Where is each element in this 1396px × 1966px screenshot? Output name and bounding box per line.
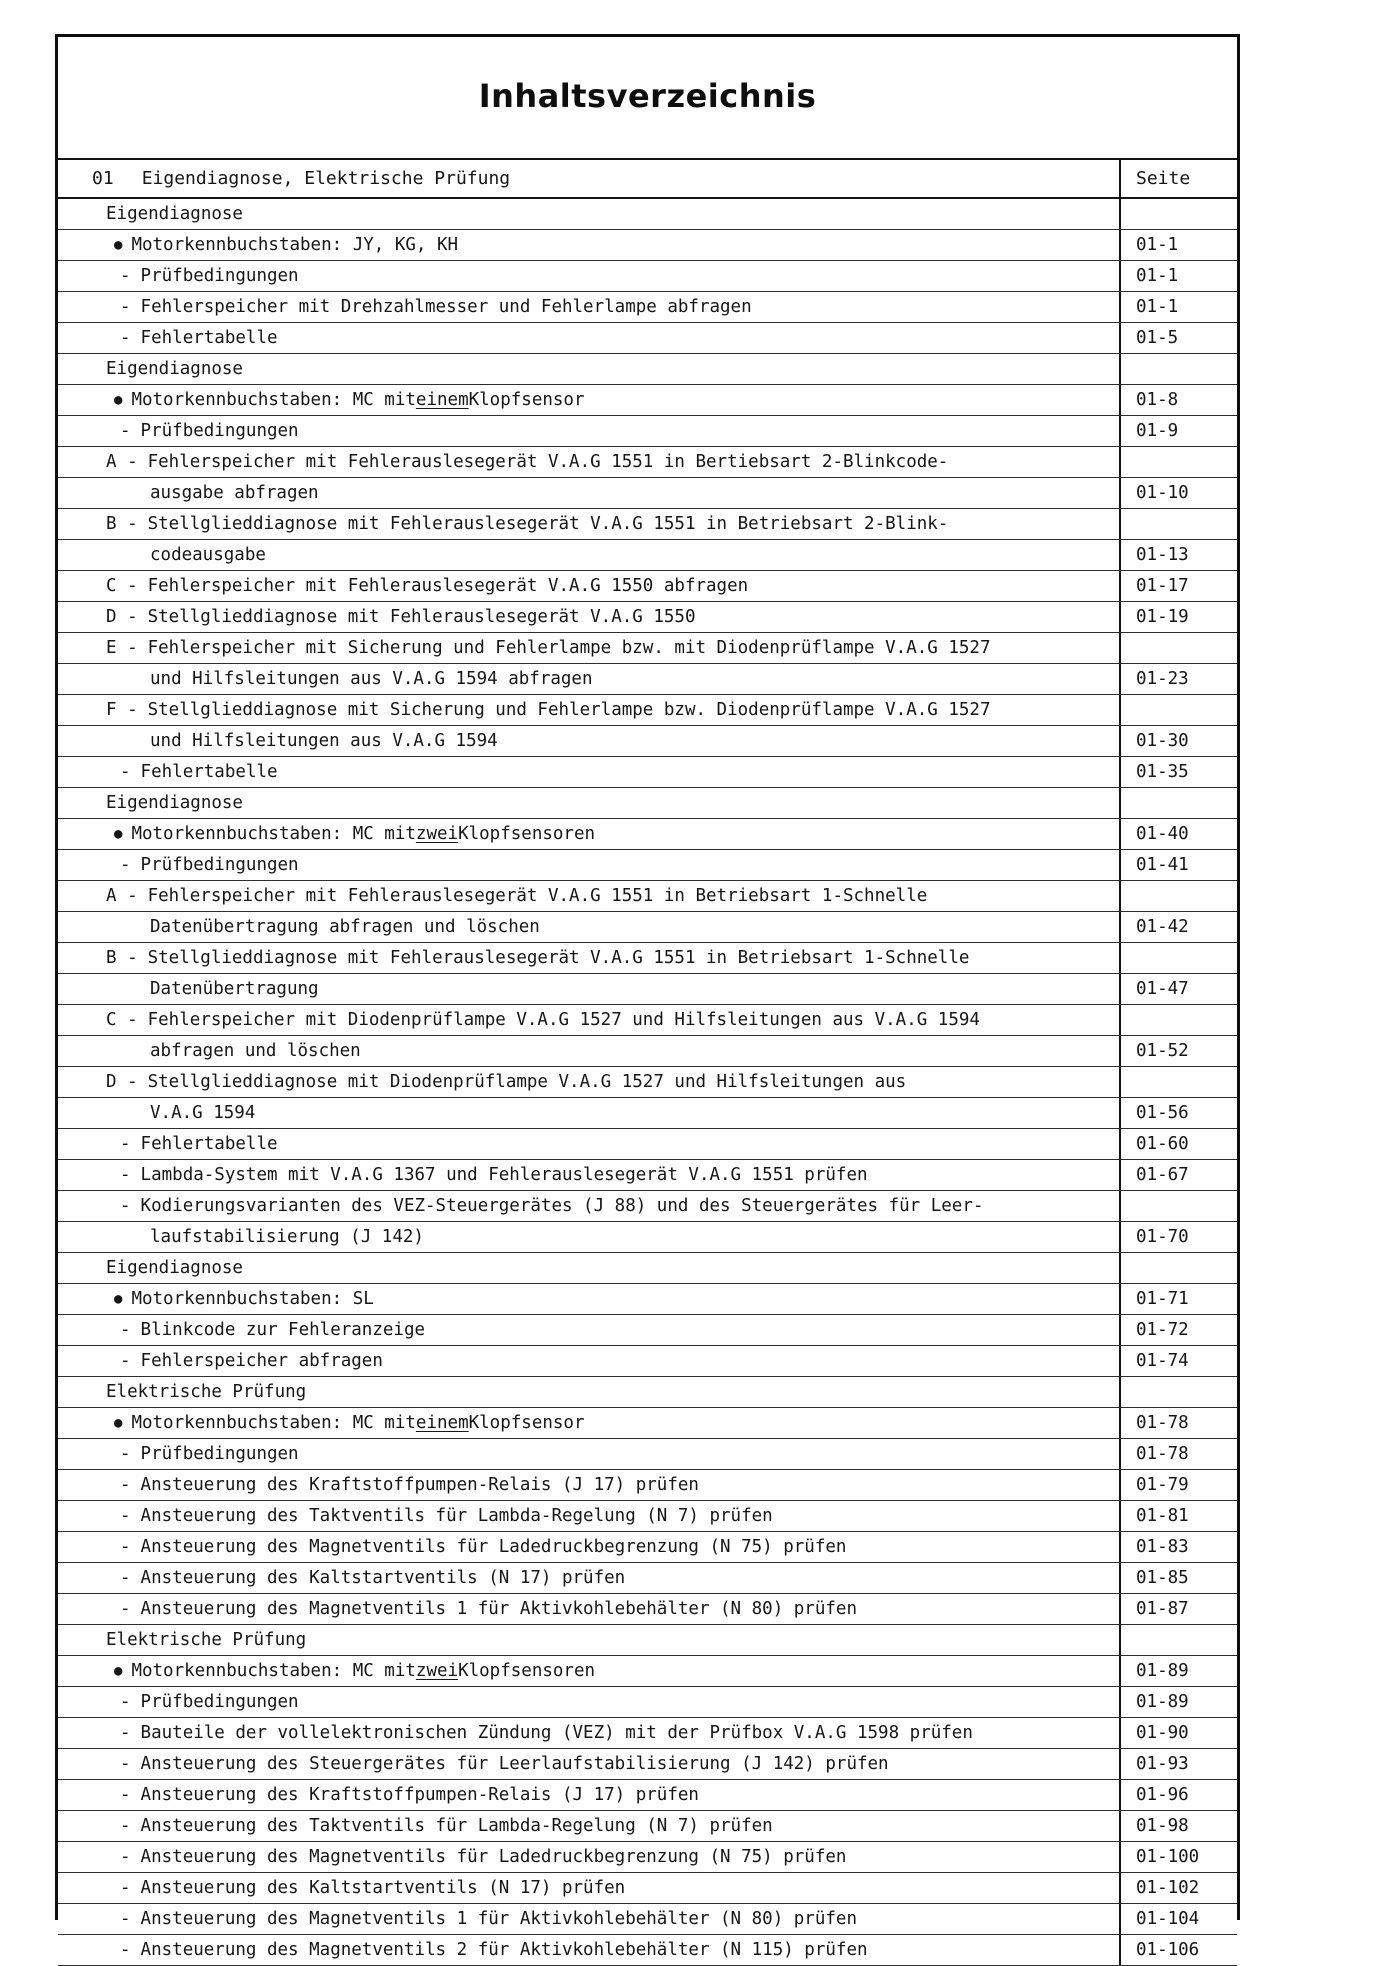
toc-entry-text (58, 1470, 1119, 1500)
toc-entry-text (58, 1377, 1119, 1407)
toc-entry-text (58, 695, 1119, 725)
entry-label: Datenübertragung abfragen und löschen (150, 917, 540, 937)
toc-row (58, 354, 1237, 385)
toc-entry-text (58, 1253, 1119, 1283)
toc-row (58, 478, 1237, 509)
entry-label: Prüfbedingungen (140, 1444, 299, 1464)
toc-row (58, 943, 1237, 974)
toc-entry-page: 01-104 (1119, 1904, 1237, 1934)
toc-row (58, 881, 1237, 912)
entry-label: Fehlerspeicher mit Fehlerauslesegerät V.A.G 1551 in Betriebsart 1-Schnelle (147, 886, 928, 906)
entry-label: Fehlertabelle (140, 1134, 278, 1154)
toc-row (58, 540, 1237, 571)
entry-label: Elektrische Prüfung (106, 1382, 307, 1402)
chapter-title: Eigendiagnose, Elektrische Prüfung (141, 168, 511, 189)
entry-label: Klopfsensoren (458, 1661, 596, 1681)
letter-marker: C - (106, 576, 138, 596)
toc-entry-text (58, 1222, 1119, 1252)
dash-marker: - (120, 1692, 131, 1712)
toc-entry-text (58, 323, 1119, 353)
entry-label: Ansteuerung des Magnetventils 2 für Aktivkohlebehälter (N 115) prüfen (140, 1940, 868, 1960)
entry-label: codeausgabe (150, 545, 266, 565)
toc-entry-text (58, 261, 1119, 291)
toc-entry-text (58, 974, 1119, 1004)
entry-label: abfragen und löschen (150, 1041, 361, 1061)
entry-label: Fehlerspeicher mit Fehlerauslesegerät V.A.G 1550 abfragen (147, 576, 749, 596)
toc-entry-page: 01-1 (1119, 292, 1237, 322)
toc-entry-text (58, 788, 1119, 818)
bullet-icon: ● (114, 237, 123, 253)
toc-row (58, 292, 1237, 323)
bullet-icon: ● (114, 1415, 123, 1431)
dash-marker: - (120, 1599, 131, 1619)
entry-label: laufstabilisierung (J 142) (150, 1227, 424, 1247)
toc-entry-text (58, 1129, 1119, 1159)
toc-entry-text (58, 199, 1119, 229)
toc-row (58, 1625, 1237, 1656)
underlined-word: zwei (415, 824, 459, 844)
toc-entry-text (58, 881, 1119, 911)
toc-row (58, 261, 1237, 292)
entry-label: ausgabe abfragen (150, 483, 319, 503)
toc-entry-text (58, 1315, 1119, 1345)
letter-marker: B - (106, 948, 138, 968)
toc-rows (58, 199, 1237, 1966)
entry-label: Kodierungsvarianten des VEZ-Steuergerätes (J 88) und des Steuergerätes für Leer- (140, 1196, 984, 1216)
toc-entry-text (58, 292, 1119, 322)
toc-row (58, 1563, 1237, 1594)
entry-label: Prüfbedingungen (140, 855, 299, 875)
dash-marker: - (120, 1196, 131, 1216)
toc-entry-text (58, 1563, 1119, 1593)
entry-label: Ansteuerung des Kraftstoffpumpen-Relais (J 17) prüfen (140, 1475, 699, 1495)
dash-marker: - (120, 1351, 131, 1371)
entry-label: Ansteuerung des Kaltstartventils (N 17) prüfen (140, 1568, 626, 1588)
toc-row (58, 447, 1237, 478)
toc-entry-page: 01-106 (1119, 1935, 1237, 1965)
toc-entry-text (58, 1656, 1119, 1686)
entry-label: Ansteuerung des Steuergerätes für Leerlaufstabilisierung (J 142) prüfen (140, 1754, 889, 1774)
underlined-word: zwei (415, 1661, 459, 1681)
toc-row (58, 1222, 1237, 1253)
toc-row (58, 1067, 1237, 1098)
toc-entry-page: 01-90 (1119, 1718, 1237, 1748)
toc-row (58, 1346, 1237, 1377)
dash-marker: - (120, 1940, 131, 1960)
toc-entry-text (58, 943, 1119, 973)
toc-row (58, 1439, 1237, 1470)
entry-label: Stellglieddiagnose mit Fehlerauslesegerät V.A.G 1551 in Betriebsart 2-Blink- (147, 514, 949, 534)
toc-entry-page: 01-83 (1119, 1532, 1237, 1562)
toc-entry-page (1119, 1625, 1237, 1655)
dash-marker: - (120, 1444, 131, 1464)
toc-entry-page: 01-35 (1119, 757, 1237, 787)
chapter-number: 01 (92, 168, 114, 189)
toc-header-row (58, 160, 1237, 199)
dash-marker: - (120, 1909, 131, 1929)
toc-row (58, 1904, 1237, 1935)
entry-label: Elektrische Prüfung (106, 1630, 307, 1650)
entry-label: Motorkennbuchstaben: MC mit (131, 824, 416, 844)
dash-marker: - (120, 1568, 131, 1588)
entry-label: Ansteuerung des Magnetventils 1 für Aktivkohlebehälter (N 80) prüfen (140, 1599, 857, 1619)
toc-row (58, 1315, 1237, 1346)
toc-entry-text (58, 1904, 1119, 1934)
toc-entry-page: 01-9 (1119, 416, 1237, 446)
toc-entry-text (58, 1439, 1119, 1469)
dash-marker: - (120, 1754, 131, 1774)
toc-entry-text (58, 602, 1119, 632)
entry-label: V.A.G 1594 (150, 1103, 256, 1123)
toc-entry-page (1119, 1377, 1237, 1407)
toc-entry-page: 01-87 (1119, 1594, 1237, 1624)
toc-entry-page: 01-74 (1119, 1346, 1237, 1376)
dash-marker: - (120, 1320, 131, 1340)
toc-entry-page: 01-67 (1119, 1160, 1237, 1190)
entry-label: Prüfbedingungen (140, 266, 299, 286)
toc-entry-text (58, 1687, 1119, 1717)
letter-marker: D - (106, 607, 138, 627)
dash-marker: - (120, 1506, 131, 1526)
toc-entry-page: 01-56 (1119, 1098, 1237, 1128)
toc-row (58, 1160, 1237, 1191)
page-title: Inhaltsverzeichnis (478, 77, 817, 115)
toc-entry-text (58, 571, 1119, 601)
toc-row (58, 1408, 1237, 1439)
toc-entry-page: 01-40 (1119, 819, 1237, 849)
entry-label: Ansteuerung des Kaltstartventils (N 17) prüfen (140, 1878, 626, 1898)
entry-label: Eigendiagnose (106, 793, 243, 813)
toc-entry-page: 01-13 (1119, 540, 1237, 570)
toc-row (58, 819, 1237, 850)
toc-row (58, 1253, 1237, 1284)
dash-marker: - (120, 1537, 131, 1557)
entry-label: Datenübertragung (150, 979, 319, 999)
toc-row (58, 695, 1237, 726)
toc-entry-text (58, 354, 1119, 384)
entry-label: Ansteuerung des Taktventils für Lambda-Regelung (N 7) prüfen (140, 1816, 773, 1836)
toc-entry-text (58, 1036, 1119, 1066)
toc-entry-page: 01-78 (1119, 1439, 1237, 1469)
toc-entry-text (58, 385, 1119, 415)
toc-entry-text (58, 1873, 1119, 1903)
toc-entry-text (58, 478, 1119, 508)
toc-entry-page: 01-52 (1119, 1036, 1237, 1066)
toc-entry-text (58, 416, 1119, 446)
entry-label: Fehlerspeicher mit Diodenprüflampe V.A.G 1527 und Hilfsleitungen aus V.A.G 1594 (147, 1010, 980, 1030)
letter-marker: D - (106, 1072, 138, 1092)
entry-label: Eigendiagnose (106, 204, 243, 224)
toc-entry-page: 01-96 (1119, 1780, 1237, 1810)
bullet-icon: ● (114, 1291, 123, 1307)
toc-row (58, 1470, 1237, 1501)
entry-label: Ansteuerung des Magnetventils für Ladedruckbegrenzung (N 75) prüfen (140, 1847, 847, 1867)
letter-marker: A - (106, 886, 138, 906)
toc-entry-page: 01-79 (1119, 1470, 1237, 1500)
entry-label: Stellglieddiagnose mit Diodenprüflampe V.A.G 1527 und Hilfsleitungen aus (147, 1072, 907, 1092)
toc-entry-page (1119, 881, 1237, 911)
toc-row (58, 1532, 1237, 1563)
toc-entry-text (58, 1842, 1119, 1872)
toc-entry-page: 01-23 (1119, 664, 1237, 694)
toc-entry-text (58, 509, 1119, 539)
bullet-icon: ● (114, 1663, 123, 1679)
entry-label: Motorkennbuchstaben: MC mit (131, 390, 416, 410)
toc-entry-text (58, 1780, 1119, 1810)
toc-entry-page: 01-1 (1119, 230, 1237, 260)
dash-marker: - (120, 1723, 131, 1743)
dash-marker: - (120, 297, 131, 317)
dash-marker: - (120, 266, 131, 286)
content-frame (55, 34, 1240, 1960)
toc-entry-page: 01-93 (1119, 1749, 1237, 1779)
toc-entry-page (1119, 1005, 1237, 1035)
dash-marker: - (120, 421, 131, 441)
toc-row (58, 1842, 1237, 1873)
toc-row (58, 602, 1237, 633)
entry-label: Eigendiagnose (106, 1258, 243, 1278)
toc-entry-text (58, 912, 1119, 942)
toc-entry-page: 01-42 (1119, 912, 1237, 942)
toc-entry-page: 01-19 (1119, 602, 1237, 632)
toc-entry-page (1119, 788, 1237, 818)
toc-entry-page: 01-102 (1119, 1873, 1237, 1903)
toc-row (58, 1780, 1237, 1811)
toc-entry-text (58, 540, 1119, 570)
toc-row (58, 1284, 1237, 1315)
toc-row (58, 385, 1237, 416)
toc-entry-text (58, 633, 1119, 663)
toc-entry-page (1119, 354, 1237, 384)
entry-label: Motorkennbuchstaben: MC mit (131, 1661, 416, 1681)
toc-entry-page (1119, 695, 1237, 725)
toc-entry-page: 01-10 (1119, 478, 1237, 508)
letter-marker: F - (106, 700, 138, 720)
entry-label: Fehlerspeicher abfragen (140, 1351, 383, 1371)
entry-label: Ansteuerung des Kraftstoffpumpen-Relais (J 17) prüfen (140, 1785, 699, 1805)
toc-entry-text (58, 1284, 1119, 1314)
page-column-header: Seite (1119, 160, 1237, 197)
entry-label: Motorkennbuchstaben: JY, KG, KH (131, 235, 459, 255)
toc-entry-text (58, 850, 1119, 880)
toc-entry-page: 01-47 (1119, 974, 1237, 1004)
toc-row (58, 726, 1237, 757)
toc-entry-text (58, 447, 1119, 477)
toc-entry-page: 01-98 (1119, 1811, 1237, 1841)
toc-entry-page: 01-89 (1119, 1656, 1237, 1686)
toc-header-text (58, 160, 1119, 197)
entry-label: Stellglieddiagnose mit Fehlerauslesegerät V.A.G 1551 in Betriebsart 1-Schnelle (147, 948, 970, 968)
toc-entry-text (58, 1346, 1119, 1376)
entry-label: Fehlerspeicher mit Fehlerauslesegerät V.A.G 1551 in Bertiebsart 2-Blinkcode- (147, 452, 949, 472)
toc-row (58, 912, 1237, 943)
dash-marker: - (120, 855, 131, 875)
toc-entry-text (58, 1408, 1119, 1438)
toc-entry-page: 01-85 (1119, 1563, 1237, 1593)
toc-entry-text (58, 726, 1119, 756)
toc-row (58, 1935, 1237, 1966)
letter-marker: E - (106, 638, 138, 658)
toc-entry-text (58, 1067, 1119, 1097)
toc-row (58, 974, 1237, 1005)
toc-row (58, 1377, 1237, 1408)
entry-label: Fehlerspeicher mit Drehzahlmesser und Fehlerlampe abfragen (140, 297, 752, 317)
entry-label: Fehlertabelle (140, 328, 278, 348)
entry-label: Klopfsensor (468, 390, 585, 410)
toc-row (58, 1811, 1237, 1842)
toc-row (58, 509, 1237, 540)
letter-marker: B - (106, 514, 138, 534)
entry-label: Stellglieddiagnose mit Fehlerauslesegerät V.A.G 1550 (147, 607, 696, 627)
bullet-icon: ● (114, 392, 123, 408)
entry-label: Prüfbedingungen (140, 1692, 299, 1712)
entry-label: Eigendiagnose (106, 359, 243, 379)
toc-entry-page: 01-100 (1119, 1842, 1237, 1872)
toc-entry-page (1119, 633, 1237, 663)
underlined-word: einem (415, 1413, 469, 1433)
dash-marker: - (120, 1785, 131, 1805)
toc-entry-text (58, 230, 1119, 260)
bullet-icon: ● (114, 826, 123, 842)
entry-label: Blinkcode zur Fehleranzeige (140, 1320, 426, 1340)
toc-entry-text (58, 1749, 1119, 1779)
toc-row (58, 1129, 1237, 1160)
entry-label: Stellglieddiagnose mit Sicherung und Fehlerlampe bzw. Diodenprüflampe V.A.G 1527 (147, 700, 991, 720)
toc-entry-text (58, 1811, 1119, 1841)
toc-entry-text (58, 1625, 1119, 1655)
entry-label: Fehlerspeicher mit Sicherung und Fehlerlampe bzw. mit Diodenprüflampe V.A.G 1527 (147, 638, 991, 658)
toc-entry-text (58, 1005, 1119, 1035)
toc-entry-page: 01-78 (1119, 1408, 1237, 1438)
entry-label: und Hilfsleitungen aus V.A.G 1594 abfragen (150, 669, 593, 689)
toc-entry-text (58, 1501, 1119, 1531)
entry-label: Bauteile der vollelektronischen Zündung (VEZ) mit der Prüfbox V.A.G 1598 prüfen (140, 1723, 973, 1743)
toc-entry-page (1119, 447, 1237, 477)
toc-row (58, 850, 1237, 881)
letter-marker: C - (106, 1010, 138, 1030)
toc-entry-text (58, 1935, 1119, 1965)
toc-row (58, 199, 1237, 230)
dash-marker: - (120, 1475, 131, 1495)
toc-entry-page (1119, 509, 1237, 539)
toc-row (58, 757, 1237, 788)
toc-row (58, 1873, 1237, 1904)
toc-entry-text (58, 1594, 1119, 1624)
toc-row (58, 230, 1237, 261)
toc-entry-page: 01-17 (1119, 571, 1237, 601)
toc-row (58, 1594, 1237, 1625)
entry-label: Prüfbedingungen (140, 421, 299, 441)
toc-entry-page: 01-1 (1119, 261, 1237, 291)
toc-entry-text (58, 819, 1119, 849)
toc-row (58, 1191, 1237, 1222)
dash-marker: - (120, 762, 131, 782)
entry-label: Motorkennbuchstaben: SL (131, 1289, 374, 1309)
toc-row (58, 1718, 1237, 1749)
toc-entry-page: 01-30 (1119, 726, 1237, 756)
entry-label: Ansteuerung des Magnetventils für Ladedruckbegrenzung (N 75) prüfen (140, 1537, 847, 1557)
entry-label: Ansteuerung des Taktventils für Lambda-Regelung (N 7) prüfen (140, 1506, 773, 1526)
toc-entry-text (58, 664, 1119, 694)
toc-row (58, 416, 1237, 447)
toc-row (58, 1656, 1237, 1687)
toc-entry-page: 01-81 (1119, 1501, 1237, 1531)
toc-entry-text (58, 1718, 1119, 1748)
toc-entry-page (1119, 1253, 1237, 1283)
toc-entry-page: 01-72 (1119, 1315, 1237, 1345)
toc-entry-text (58, 1191, 1119, 1221)
toc-row (58, 664, 1237, 695)
toc-row (58, 1098, 1237, 1129)
toc-row (58, 1005, 1237, 1036)
entry-label: Klopfsensoren (458, 824, 596, 844)
toc-entry-page: 01-89 (1119, 1687, 1237, 1717)
toc-entry-page: 01-8 (1119, 385, 1237, 415)
toc-row (58, 788, 1237, 819)
toc-entry-page: 01-70 (1119, 1222, 1237, 1252)
toc-entry-page: 01-71 (1119, 1284, 1237, 1314)
entry-label: Lambda-System mit V.A.G 1367 und Fehlerauslesegerät V.A.G 1551 prüfen (140, 1165, 868, 1185)
dash-marker: - (120, 1165, 131, 1185)
entry-label: Ansteuerung des Magnetventils 1 für Aktivkohlebehälter (N 80) prüfen (140, 1909, 857, 1929)
toc-entry-text (58, 1098, 1119, 1128)
toc-entry-page (1119, 199, 1237, 229)
dash-marker: - (120, 1878, 131, 1898)
letter-marker: A - (106, 452, 138, 472)
toc-entry-page: 01-60 (1119, 1129, 1237, 1159)
toc-entry-text (58, 757, 1119, 787)
toc-table (58, 158, 1237, 1966)
dash-marker: - (120, 328, 131, 348)
toc-entry-text (58, 1532, 1119, 1562)
toc-row (58, 323, 1237, 354)
entry-label: Motorkennbuchstaben: MC mit (131, 1413, 416, 1433)
toc-row (58, 1749, 1237, 1780)
toc-row (58, 1036, 1237, 1067)
toc-entry-page: 01-5 (1119, 323, 1237, 353)
toc-entry-page: 01-41 (1119, 850, 1237, 880)
toc-entry-page (1119, 943, 1237, 973)
toc-row (58, 1501, 1237, 1532)
toc-entry-page (1119, 1067, 1237, 1097)
toc-row (58, 633, 1237, 664)
entry-label: Klopfsensor (468, 1413, 585, 1433)
dash-marker: - (120, 1816, 131, 1836)
dash-marker: - (120, 1134, 131, 1154)
entry-label: und Hilfsleitungen aus V.A.G 1594 (150, 731, 498, 751)
toc-row (58, 571, 1237, 602)
dash-marker: - (120, 1847, 131, 1867)
toc-entry-page (1119, 1191, 1237, 1221)
toc-row (58, 1687, 1237, 1718)
underlined-word: einem (415, 390, 469, 410)
toc-entry-text (58, 1160, 1119, 1190)
entry-label: Fehlertabelle (140, 762, 278, 782)
